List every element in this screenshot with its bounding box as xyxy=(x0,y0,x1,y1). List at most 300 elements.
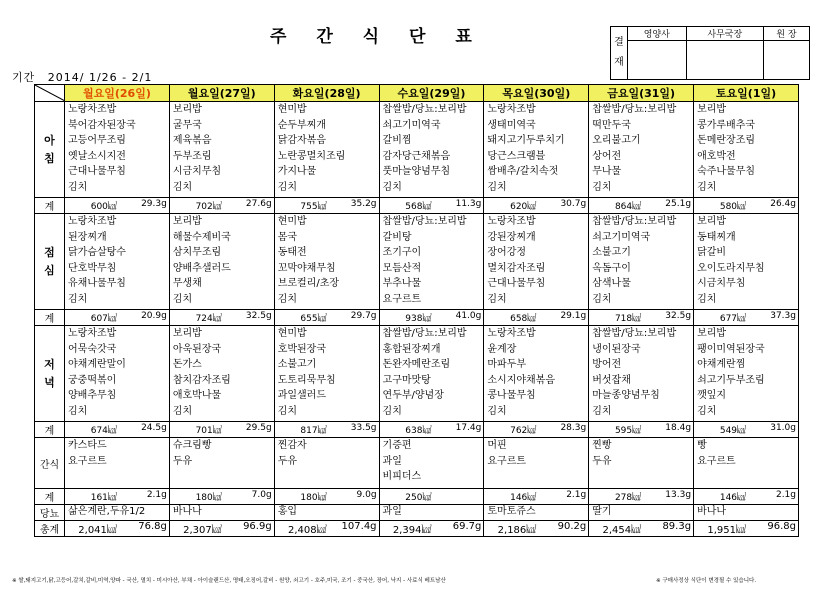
diabetic-label: 당뇨 xyxy=(35,505,65,521)
subtotal-cell xyxy=(169,422,274,438)
kcal-value: 278㎉ xyxy=(614,493,642,503)
weekly-menu-table xyxy=(34,84,799,537)
snack-item: 기증편 xyxy=(382,440,412,451)
menu-item: 김치 xyxy=(68,181,88,193)
menu-item: 동태전 xyxy=(277,247,307,258)
diabetic-cell: 과일 xyxy=(379,505,484,521)
change-notice: ※ 구매사정상 식단이 변경될 수 있습니다. xyxy=(656,578,757,584)
menu-item: 마파두부 xyxy=(487,359,527,370)
menu-item: 야채계란말이 xyxy=(68,359,126,370)
protein-value: 29.7g xyxy=(350,311,377,321)
menu-cell xyxy=(379,214,484,310)
approval-box xyxy=(610,26,810,80)
kcal-value: 146㎉ xyxy=(510,493,537,503)
snack-item: 요구르트 xyxy=(697,455,736,467)
menu-item: 과일샐러드 xyxy=(277,390,326,401)
menu-item: 보리밥 xyxy=(697,216,727,227)
meal-label: 아 침 xyxy=(35,102,65,198)
kcal-value: 938㎉ xyxy=(405,314,432,324)
menu-item: 된장찌개 xyxy=(68,231,107,243)
menu-item: 무나물 xyxy=(592,166,622,177)
menu-item: 고구마맛탕 xyxy=(382,374,431,386)
menu-item: 노랑차조밥 xyxy=(487,328,536,339)
menu-item: 단호박무침 xyxy=(68,262,117,274)
subtotal-cell xyxy=(589,198,694,214)
subtotal-cell xyxy=(169,198,274,214)
grand-total-cell xyxy=(484,521,589,537)
subtotal-cell xyxy=(274,422,379,438)
subtotal-cell xyxy=(694,489,799,505)
menu-item: 김치 xyxy=(592,293,612,305)
menu-item: 노랑차조밥 xyxy=(68,216,117,227)
snack-cell xyxy=(169,438,274,489)
protein-value: 41.0g xyxy=(455,311,482,321)
subtotal-cell xyxy=(65,422,170,438)
origin-footnote: ※ 쌀,돼지고기,닭,고등어,갈치,갈비,미역,양파 - 국산, 멸치 - 미시아산, 부채 - 아이슬랜드산, 명태,오징어,갈비 - 원양, 쇠고기 - 호주,미국, 조기 - 중국산, 장어, 낙지 - 사료식 베트남산 xyxy=(12,578,446,584)
protein-value: 17.4g xyxy=(455,423,482,433)
menu-cell xyxy=(274,214,379,310)
protein-value: 18.4g xyxy=(665,423,692,433)
menu-item: 김치 xyxy=(68,293,88,305)
protein-value: 29.1g xyxy=(560,311,587,321)
subtotal-cell xyxy=(65,489,170,505)
menu-item: 옥돔구이 xyxy=(592,262,631,274)
menu-item: 강된장찌개 xyxy=(487,231,536,243)
menu-item: 찹쌀밥/당뇨:보리밥 xyxy=(382,104,467,115)
subtotal-cell xyxy=(379,198,484,214)
menu-item: 김치 xyxy=(277,181,298,193)
menu-item: 버섯잡채 xyxy=(592,374,631,386)
menu-item: 떡만두국 xyxy=(592,119,631,131)
day-header: 화요일(28일) xyxy=(274,85,379,102)
subtotal-label: 계 xyxy=(35,198,65,214)
kcal-value: 702㎉ xyxy=(195,202,222,212)
menu-item: 갈비찜 xyxy=(382,135,412,146)
snack-cell xyxy=(274,438,379,489)
menu-item: 김치 xyxy=(487,181,507,193)
menu-item: 참치감자조림 xyxy=(172,374,231,386)
protein-value: 20.9g xyxy=(141,311,167,321)
menu-item: 보리밥 xyxy=(697,328,727,339)
kcal-total: 2,408㎉ xyxy=(287,525,327,536)
menu-item: 조기구이 xyxy=(382,247,422,258)
menu-item: 유채나물무침 xyxy=(68,278,126,289)
kcal-value: 718㎉ xyxy=(614,314,642,324)
menu-item: 두부조림 xyxy=(172,150,212,162)
protein-value: 11.3g xyxy=(455,199,482,209)
menu-item: 소불고기 xyxy=(592,247,631,258)
menu-cell xyxy=(65,214,170,310)
approval-role: 사무국장 xyxy=(686,27,763,41)
kcal-value: 701㎉ xyxy=(195,426,222,436)
kcal-value: 755㎉ xyxy=(300,202,327,212)
menu-item: 모듬산적 xyxy=(382,262,422,274)
protein-value: 27.6g xyxy=(245,199,272,209)
day-header: 수요일(29일) xyxy=(379,85,484,102)
kcal-total: 2,394㎉ xyxy=(392,525,432,536)
kcal-value: 180㎉ xyxy=(195,493,222,503)
protein-total: 90.2g xyxy=(557,521,587,532)
protein-value: 31.0g xyxy=(770,423,796,433)
snack-item: 두유 xyxy=(277,455,298,467)
protein-total: 69.7g xyxy=(452,521,482,532)
day-header: 금요일(31일) xyxy=(589,85,694,102)
menu-item: 보리밥 xyxy=(697,104,727,115)
day-header: 월요일(26일) xyxy=(65,85,170,102)
menu-item: 굴무국 xyxy=(172,119,202,131)
menu-item: 소불고기 xyxy=(277,359,317,370)
menu-item: 닭가슴살탕수 xyxy=(68,247,126,258)
menu-item: 노란콩멸치조림 xyxy=(277,150,346,162)
corner-diagonal xyxy=(35,85,65,102)
grand-total-cell xyxy=(694,521,799,537)
menu-item: 김치 xyxy=(697,293,717,305)
menu-item: 보리밥 xyxy=(172,104,202,115)
menu-item: 연두부/양념장 xyxy=(382,390,444,401)
kcal-total: 2,307㎉ xyxy=(183,525,222,536)
menu-item: 김치 xyxy=(592,181,612,193)
menu-item: 찹쌀밥/당뇨:보리밥 xyxy=(382,328,467,339)
menu-cell xyxy=(274,102,379,198)
kcal-value: 607㎉ xyxy=(90,314,117,324)
snack-cell xyxy=(589,438,694,489)
menu-item: 야채계란찜 xyxy=(697,359,746,370)
subtotal-label: 계 xyxy=(35,489,65,505)
menu-item: 양배추무침 xyxy=(68,390,117,401)
subtotal-cell xyxy=(484,422,589,438)
menu-item: 김치 xyxy=(487,293,507,305)
kcal-value: 620㎉ xyxy=(510,202,537,212)
protein-value: 24.5g xyxy=(141,423,167,433)
period-label: 기간 xyxy=(12,71,36,84)
kcal-value: 595㎉ xyxy=(614,426,642,436)
kcal-value: 180㎉ xyxy=(300,493,327,503)
menu-cell xyxy=(169,326,274,422)
menu-item: 아욱된장국 xyxy=(172,343,222,355)
snack-item: 머핀 xyxy=(487,440,507,451)
menu-item: 요구르트 xyxy=(382,293,422,305)
menu-item: 찹쌀밥/당뇨:보리밥 xyxy=(382,216,467,227)
subtotal-cell xyxy=(274,489,379,505)
menu-item: 김치 xyxy=(382,181,402,193)
menu-item: 감자당근채볶음 xyxy=(382,150,451,162)
kcal-value: 724㎉ xyxy=(195,314,222,324)
kcal-value: 161㎉ xyxy=(90,493,117,503)
menu-item: 도토리묵무침 xyxy=(277,374,336,386)
day-header: 목요일(30일) xyxy=(484,85,589,102)
subtotal-cell xyxy=(169,310,274,326)
protein-value: 2.1g xyxy=(146,490,167,500)
menu-cell xyxy=(65,102,170,198)
menu-item: 노랑차조밥 xyxy=(68,104,117,115)
kcal-total: 2,186㎉ xyxy=(497,525,537,536)
approval-sign-box[interactable] xyxy=(628,41,687,80)
menu-item: 장어강정 xyxy=(487,247,527,258)
menu-item: 갈비탕 xyxy=(382,231,412,243)
menu-item: 부추나물 xyxy=(382,278,422,289)
menu-item: 생태미역국 xyxy=(487,119,536,131)
menu-item: 노랑차조밥 xyxy=(487,216,536,227)
protein-total: 96.8g xyxy=(767,521,796,532)
menu-cell xyxy=(379,102,484,198)
snack-item: 찐빵 xyxy=(592,440,612,451)
kcal-value: 817㎉ xyxy=(300,426,327,436)
grand-total-cell xyxy=(274,521,379,537)
menu-cell xyxy=(589,326,694,422)
menu-item: 찹쌀밥/당뇨:보리밥 xyxy=(592,104,677,115)
protein-value: 37.3g xyxy=(770,311,796,321)
menu-item: 돼지고기두루치기 xyxy=(487,135,565,146)
menu-item: 쇠고기미역국 xyxy=(382,119,441,131)
page-title: 주 간 식 단 표 xyxy=(270,27,484,47)
menu-item: 풋마늘양념무침 xyxy=(382,166,451,177)
diabetic-cell: 바나나 xyxy=(694,505,799,521)
menu-item: 상어전 xyxy=(592,150,622,162)
grand-total-cell xyxy=(65,521,170,537)
protein-value: 35.2g xyxy=(350,199,377,209)
subtotal-cell xyxy=(274,310,379,326)
kcal-value: 674㎉ xyxy=(90,426,117,436)
menu-item: 콩나물무침 xyxy=(487,390,536,401)
grand-total-cell xyxy=(379,521,484,537)
period-value: 2014/ 1/26 - 2/1 xyxy=(47,71,153,84)
menu-item: 윤계장 xyxy=(487,343,517,355)
menu-item: 노랑차조밥 xyxy=(487,104,536,115)
approval-role: 원 장 xyxy=(764,27,810,41)
protein-value: 28.3g xyxy=(560,423,587,433)
meal-label: 저 녁 xyxy=(35,326,65,422)
menu-item: 쇠고기미역국 xyxy=(592,231,651,243)
subtotal-cell xyxy=(484,489,589,505)
menu-item: 김치 xyxy=(592,405,612,417)
subtotal-cell xyxy=(65,310,170,326)
menu-item: 방어전 xyxy=(592,359,622,370)
menu-cell xyxy=(484,102,589,198)
protein-value: 30.7g xyxy=(560,199,587,209)
menu-item: 삼치무조림 xyxy=(172,247,222,258)
menu-cell xyxy=(694,326,799,422)
approval-label: 결 재 xyxy=(611,27,628,80)
menu-item: 시금치무침 xyxy=(697,278,746,289)
subtotal-cell xyxy=(694,310,799,326)
menu-item: 노랑차조밥 xyxy=(68,328,117,339)
menu-item: 어묵숙갓국 xyxy=(68,343,117,355)
menu-cell xyxy=(379,326,484,422)
protein-value: 33.5g xyxy=(350,423,377,433)
menu-item: 김치 xyxy=(487,405,507,417)
snack-item: 찐감자 xyxy=(277,440,307,451)
menu-item: 무생채 xyxy=(172,278,202,289)
menu-item: 마늘종양념무침 xyxy=(592,390,660,401)
menu-cell xyxy=(274,326,379,422)
menu-cell xyxy=(589,214,694,310)
diabetic-cell: 딸기 xyxy=(589,505,694,521)
menu-item: 오리불고기 xyxy=(592,135,641,146)
kcal-value: 677㎉ xyxy=(719,314,747,324)
subtotal-cell xyxy=(484,198,589,214)
menu-item: 당근스크램블 xyxy=(487,150,546,162)
menu-item: 김치 xyxy=(172,405,193,417)
menu-item: 시금치무침 xyxy=(172,166,222,177)
diabetic-cell: 바나나 xyxy=(169,505,274,521)
snack-item: 두유 xyxy=(172,455,193,467)
kcal-total: 2,454㎉ xyxy=(602,525,642,536)
protein-value: 32.5g xyxy=(665,311,692,321)
diabetic-cell: 삶은계란,두유1/2 xyxy=(65,505,170,521)
kcal-value: 864㎉ xyxy=(614,202,642,212)
menu-item: 냉이된장국 xyxy=(592,343,641,355)
snack-item: 카스타드 xyxy=(68,440,107,451)
snack-cell xyxy=(694,438,799,489)
menu-item: 현미밥 xyxy=(277,104,307,115)
menu-item: 김치 xyxy=(277,405,298,417)
grand-total-cell xyxy=(169,521,274,537)
menu-item: 김치 xyxy=(382,405,402,417)
menu-item: 콩가루배추국 xyxy=(697,119,756,131)
protein-total: 96.9g xyxy=(243,521,272,532)
menu-item: 오이도라지무침 xyxy=(697,262,765,274)
protein-value: 9.0g xyxy=(356,490,377,500)
menu-item: 닭감자볶음 xyxy=(277,135,326,146)
menu-item: 삼색나물 xyxy=(592,278,631,289)
menu-item: 양배추샐러드 xyxy=(172,262,231,274)
menu-item: 현미밥 xyxy=(277,216,307,227)
menu-item: 순두부찌개 xyxy=(277,119,326,131)
snack-item: 슈크림빵 xyxy=(172,440,212,451)
snack-label: 간식 xyxy=(35,438,65,489)
subtotal-cell xyxy=(589,310,694,326)
menu-item: 브로컬리/초장 xyxy=(277,278,340,289)
menu-item: 돈메란장조림 xyxy=(697,135,756,146)
kcal-value: 600㎉ xyxy=(90,202,117,212)
menu-item: 깻잎지 xyxy=(697,390,727,401)
period xyxy=(12,69,152,85)
grand-total-cell xyxy=(589,521,694,537)
menu-item: 김치 xyxy=(68,405,88,417)
kcal-value: 568㎉ xyxy=(405,202,432,212)
menu-item: 북어감자된장국 xyxy=(68,119,136,131)
protein-value: 25.1g xyxy=(665,199,692,209)
menu-item: 제육볶음 xyxy=(172,135,212,146)
kcal-value: 655㎉ xyxy=(300,314,327,324)
snack-item: 요구르트 xyxy=(68,455,107,467)
approval-sign-box[interactable] xyxy=(686,41,763,80)
subtotal-cell xyxy=(65,198,170,214)
subtotal-cell xyxy=(484,310,589,326)
kcal-value: 762㎉ xyxy=(510,426,537,436)
menu-item: 돈완자메란조림 xyxy=(382,359,451,370)
protein-value: 7.0g xyxy=(251,490,272,500)
snack-cell xyxy=(379,438,484,489)
menu-cell xyxy=(484,326,589,422)
menu-item: 쇠고기두부조림 xyxy=(697,374,765,386)
subtotal-cell xyxy=(694,422,799,438)
menu-item: 김치 xyxy=(277,293,298,305)
menu-cell xyxy=(65,326,170,422)
menu-item: 홍합된장찌개 xyxy=(382,343,441,355)
menu-item: 숙주나물무침 xyxy=(697,166,756,177)
subtotal-cell xyxy=(589,489,694,505)
subtotal-cell xyxy=(379,422,484,438)
protein-value: 13.3g xyxy=(665,490,692,500)
subtotal-cell xyxy=(694,198,799,214)
menu-item: 보리밥 xyxy=(172,328,202,339)
menu-item: 팽이미역된장국 xyxy=(697,343,765,355)
menu-item: 꼬막야채무침 xyxy=(277,262,336,274)
menu-cell xyxy=(169,102,274,198)
menu-item: 몸국 xyxy=(277,231,298,243)
menu-item: 동태찌개 xyxy=(697,231,736,243)
menu-item: 애호박전 xyxy=(697,150,736,162)
menu-item: 현미밥 xyxy=(277,328,307,339)
protein-value: 29.3g xyxy=(141,199,167,209)
kcal-total: 1,951㎉ xyxy=(707,525,747,536)
menu-item: 애호박나물 xyxy=(172,390,222,401)
menu-item: 쌈배추/갈치속젓 xyxy=(487,166,559,177)
subtotal-cell xyxy=(379,310,484,326)
menu-item: 멸치감자조림 xyxy=(487,262,546,274)
menu-item: 근대나물무침 xyxy=(487,278,546,289)
diabetic-cell: 토마토쥬스 xyxy=(484,505,589,521)
menu-item: 해물수제비국 xyxy=(172,231,231,243)
subtotal-cell xyxy=(589,422,694,438)
menu-item: 닭갈비 xyxy=(697,247,727,258)
subtotal-cell xyxy=(274,198,379,214)
menu-item: 찹쌀밥/당뇨:보리밥 xyxy=(592,216,677,227)
protein-value: 26.4g xyxy=(770,199,796,209)
snack-cell xyxy=(484,438,589,489)
menu-cell xyxy=(484,214,589,310)
day-header: 토요일(1일) xyxy=(694,85,799,102)
protein-total: 76.8g xyxy=(138,521,167,532)
kcal-total: 2,041㎉ xyxy=(78,525,117,536)
menu-item: 보리밥 xyxy=(172,216,202,227)
snack-item: 두유 xyxy=(592,455,612,467)
approval-sign-box[interactable] xyxy=(764,41,810,80)
menu-item: 호박된장국 xyxy=(277,343,326,355)
menu-item: 돈가스 xyxy=(172,359,202,370)
protein-total: 89.3g xyxy=(662,521,692,532)
menu-item: 옛날소시지전 xyxy=(68,150,126,162)
snack-item: 과일 xyxy=(382,455,402,467)
snack-item: 비피더스 xyxy=(382,471,422,482)
menu-item: 김치 xyxy=(697,405,717,417)
kcal-value: 549㎉ xyxy=(719,426,747,436)
protein-total: 107.4g xyxy=(341,521,377,532)
menu-item: 근대나물무침 xyxy=(68,166,126,177)
grand-total-label: 총계 xyxy=(35,521,65,537)
menu-cell xyxy=(589,102,694,198)
menu-item: 김치 xyxy=(172,293,193,305)
snack-item: 요구르트 xyxy=(487,455,527,467)
menu-item: 궁중떡볶이 xyxy=(68,374,117,386)
menu-item: 김치 xyxy=(697,181,717,193)
menu-cell xyxy=(169,214,274,310)
snack-cell xyxy=(65,438,170,489)
menu-item: 가지나물 xyxy=(277,166,317,177)
menu-item: 소시지야채볶음 xyxy=(487,374,555,386)
kcal-value: 146㎉ xyxy=(719,493,747,503)
kcal-value: 658㎉ xyxy=(510,314,537,324)
kcal-value: 638㎉ xyxy=(405,426,432,436)
menu-cell xyxy=(694,102,799,198)
subtotal-label: 계 xyxy=(35,310,65,326)
menu-item: 찹쌀밥/당뇨:보리밥 xyxy=(592,328,677,339)
protein-value: 32.5g xyxy=(245,311,272,321)
kcal-value: 250㎉ xyxy=(405,493,432,503)
protein-value: 2.1g xyxy=(775,490,796,500)
subtotal-cell xyxy=(379,489,484,505)
